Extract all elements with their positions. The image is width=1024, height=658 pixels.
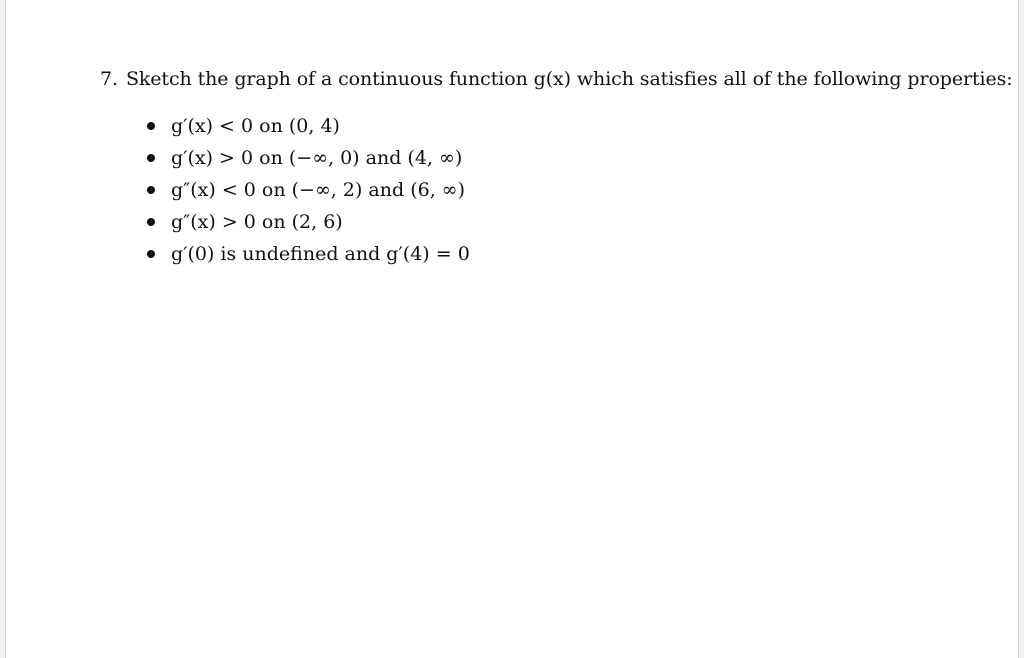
list-item xyxy=(147,142,470,174)
property-text: g′(x) > 0 on (−∞, 0) and (4, ∞) xyxy=(171,147,463,169)
question-heading xyxy=(100,68,1013,90)
list-item xyxy=(147,174,470,206)
property-list xyxy=(147,110,470,270)
document-page xyxy=(5,0,1019,658)
list-item xyxy=(147,238,470,270)
property-text: g″(x) < 0 on (−∞, 2) and (6, ∞) xyxy=(171,179,466,201)
question-text: Sketch the graph of a continuous function g(x) which satisfies all of the following properties: xyxy=(125,68,1013,90)
list-item xyxy=(147,110,470,142)
bullet-icon xyxy=(147,186,155,194)
bullet-icon xyxy=(147,122,155,130)
bullet-icon xyxy=(147,250,155,258)
list-item xyxy=(147,206,470,238)
bullet-icon xyxy=(147,154,155,162)
question-number: 7. xyxy=(100,68,118,90)
bullet-icon xyxy=(147,218,155,226)
property-text: g′(0) is undefined and g′(4) = 0 xyxy=(171,243,470,265)
property-text: g′(x) < 0 on (0, 4) xyxy=(171,115,340,137)
property-text: g″(x) > 0 on (2, 6) xyxy=(171,211,343,233)
